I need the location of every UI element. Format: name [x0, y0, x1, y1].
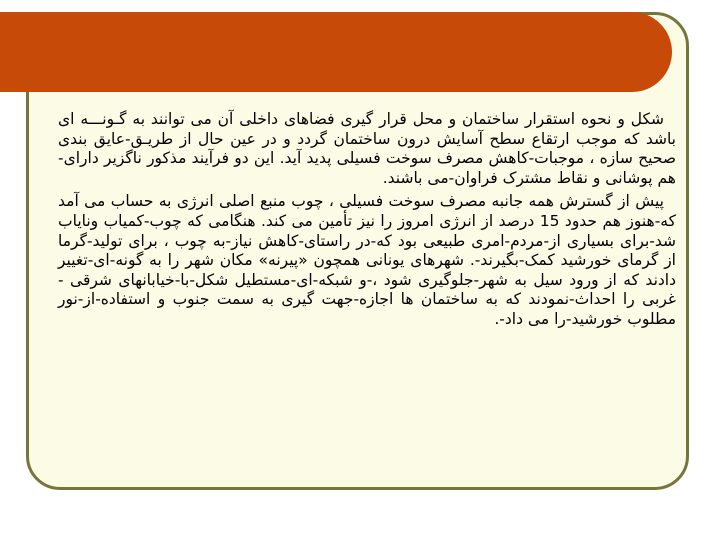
- paragraph-2: پیش از گسترش همه جانبه مصرف سوخت فسیلی ، چوب منبع اصلی انرژی به حساب می آمد که-هنوز هم حدود 15 درصد از انرژی امروز را نیز تأمین می کند. هنگامی که چوب-کمیاب ونایاب شد-برای بسیاری از-مردم-امری طبیعی بود که-در راستای-کاهش نیاز-به چوب ، برای تولید-گرما از گرمای خورشید کمک-بگیرند-. شهرهای یونانی همچون «پیرنه» مکان شهر را به گونه-ای-تغییر دادند که از ورود سیل به شهر-جلوگیری شود ،-و شبکه-ای-مستطیل شکل-با-خیابانهای شرقی - غربی را احداث-نمودند که به ساختمان ها اجازه-جهت گیری به سمت جنوب و استفاده-از-نور مطلوب خورشید-را می داد-.: [58, 192, 676, 328]
- paragraph-1: شکل و نحوه استقرار ساختمان و محل قرار گیری فضاهای داخلی آن می توانند به گـونـــه ای باشد که موجب ارتقاع سطح آسایش درون ساختمان گردد و در عین حال از طریـق-عایق بندی صحیح سازه ، موجبات-کاهش مصرف سوخت فسیلی پدید آید. این دو فرآیند مذکور ناگزیر دارای-هم پوشانی و نقاط مشترک فراوان-می باشند.: [58, 110, 676, 187]
- header-bar: [0, 12, 672, 92]
- body-text: [58, 110, 676, 334]
